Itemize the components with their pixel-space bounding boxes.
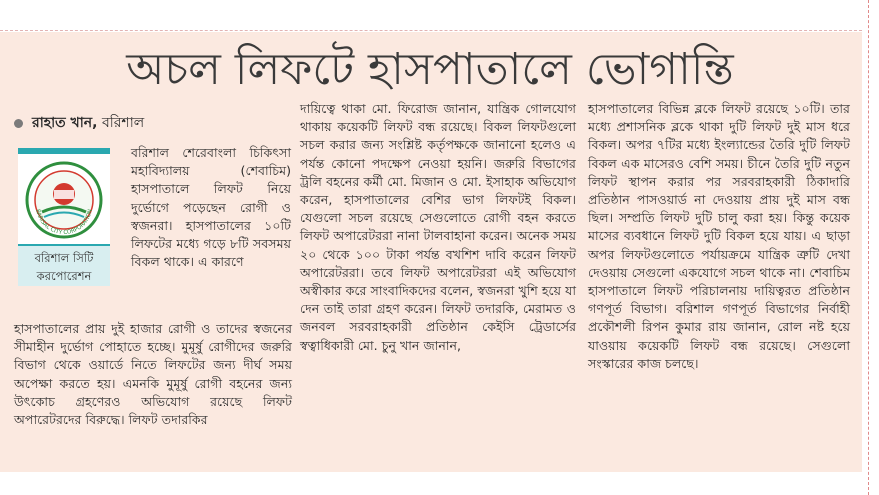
article-column-1-bottom (14, 320, 292, 460)
article-byline (14, 113, 284, 133)
city-corporation-logo (18, 148, 110, 286)
byline-location: বরিশাল (101, 115, 145, 131)
logo-caption-line-2: করপোরেশন (36, 269, 92, 283)
article-column-3 (588, 100, 850, 462)
article-column-2 (300, 100, 576, 462)
logo-top-bar (18, 148, 110, 154)
clipping-top-edge (0, 30, 862, 31)
article-column-1-top (131, 144, 291, 316)
paragraph-column-2: দায়িত্বে থাকা মো. ফিরোজ জানান, যান্ত্রিক গোলযোগ থাকায় কয়েকটি লিফট বন্ধ রয়েছে। বিকল লিফটগুলো সচল করার জন্য সংশ্লিষ্ট কর্তৃপক্ষকে জানানো হলেও এ পর্যন্ত কোনো পদক্ষেপ নেওয়া হয়নি। জরুরি বিভাগের ট্রলি বহনের কর্মী মো. মিজান ও মো. ইসাহাক অভিযোগ করেন, হাসপাতালের বেশির ভাগ লিফটই বিকল। যেগুলো সচল রয়েছে সেগুলোতে রোগী বহন করতে লিফট অপারেটররা নানা টালবাহানা করেন। অনেক সময় ২০ থেকে ১০০ টাকা পর্যন্ত বখশিশ দাবি করেন লিফট অপারেটররা। তবে লিফট অপারেটররা এই অভিযোগ অস্বীকার করে সাংবাদিকদের বলেন, স্বজনরা খুশি হয়ে যা দেন তাই তারা গ্রহণ করেন। লিফট তদারকি, মেরামত ও জনবল সরবরাহকারী প্রতিষ্ঠান কেইসি ট্রেডার্সের স্বত্বাধিকারী মো. চুনু খান জানান, (300, 101, 576, 353)
paragraph-intro: বরিশাল শেরেবাংলা চিকিৎসা মহাবিদ্যালয় (শেবাচিম) হাসপাতালে লিফট নিয়ে দুর্ভোগে পড়েছেন রোগী ও স্বজনরা। হাসপাতালের ১০টি লিফটের মধ্যে গড়ে ৮টি সবসময় বিকল থাকে। এ কারণে (131, 145, 291, 270)
city-corporation-emblem-icon (24, 160, 104, 240)
paragraph-intro-continued: হাসপাতালের প্রায় দুই হাজার রোগী ও তাদের স্বজনের সীমাহীন দুর্ভোগ পোহাতে হচ্ছে। মুমূর্ষু রোগীদের জরুরি বিভাগ থেকে ওয়ার্ডে নিতে লিফটের জন্য দীর্ঘ সময় অপেক্ষা করতে হয়। এমনকি মুমূর্ষু রোগী বহনের জন্য উৎকোচ গ্রহণেরও অভিযোগ রয়েছে লিফট অপারেটরদের বিরুদ্ধে। লিফট তদারকির (14, 321, 292, 428)
emblem-text: BARISAL CITY CORPORATION (34, 208, 94, 237)
logo-caption-line-1: বরিশাল সিটি (34, 251, 94, 265)
byline-bullet-icon (14, 119, 23, 128)
logo-caption (18, 244, 110, 286)
paragraph-column-3: হাসপাতালের বিভিন্ন ব্লকে লিফট রয়েছে ১০টি। তার মধ্যে প্রশাসনিক ব্লকে থাকা দুটি লিফট দুই মাস ধরে বিকল। অপর ৭টির মধ্যে ইংল্যান্ডের তৈরি দুটি লিফট বিকল এক মাসেরও বেশি সময়। চীনে তৈরি দুটি নতুন লিফট স্থাপন করার পর সরবরাহকারী ঠিকাদারি প্রতিষ্ঠান পাসওয়ার্ড না দেওয়ায় প্রায় দুই মাস বন্ধ ছিল। সম্প্রতি লিফট দুটি চালু করা হয়। কিন্তু কয়েক মাসের ব্যবধানে লিফট দুটি বিকল হয়ে যায়। এ ছাড়া অপর লিফটগুলোতে পর্যায়ক্রমে যান্ত্রিক ত্রুটি দেখা দেওয়ায় সেগুলো একযোগে সচল থাকে না। শেবাচিম হাসপাতালে লিফট পরিচালনায় দায়িত্বরত প্রতিষ্ঠান গণপূর্ত বিভাগ। বরিশাল গণপূর্ত বিভাগের নির্বাহী প্রকৌশলী রিপন কুমার রায় জানান, রোল নষ্ট হয়ে যাওয়ায় কয়েকটি লিফট বন্ধ রয়েছে। সেগুলো সংস্কারের কাজ চলছে। (588, 101, 850, 371)
byline-author: রাহাত খান, (32, 115, 98, 131)
clipping-right-edge (868, 0, 870, 495)
article-headline: অচল লিফটে হাসপাতালে ভোগান্তি (126, 44, 734, 95)
